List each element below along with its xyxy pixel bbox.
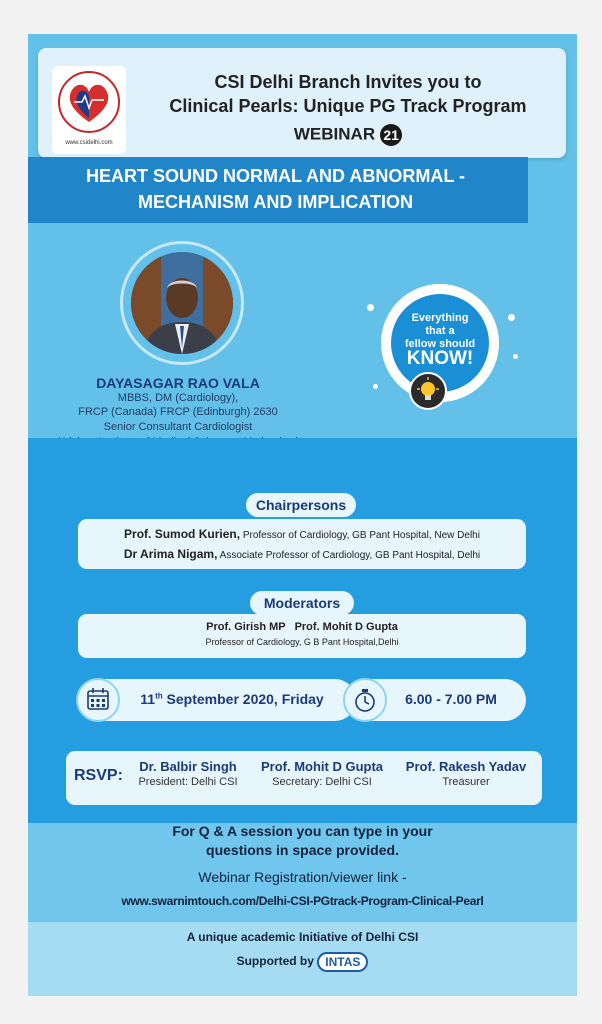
supported-by-text: Supported by <box>236 954 314 969</box>
stopwatch-icon <box>343 678 387 722</box>
program-line: Clinical Pearls: Unique PG Track Program <box>169 96 527 116</box>
initiative-text: A unique academic Initiative of Delhi CSI <box>186 930 419 944</box>
rsvp-person-1 <box>128 759 248 788</box>
registration-label: Webinar Registration/viewer link - <box>198 869 407 885</box>
rsvp-person-2-role: Secretary: Delhi CSI <box>272 776 372 788</box>
speaker-name: DAYASAGAR RAO VALA <box>96 375 260 391</box>
lightbulb-icon <box>409 372 447 410</box>
rsvp-card <box>66 751 542 805</box>
moderators-heading: Moderators <box>250 591 354 615</box>
csi-logo <box>52 66 126 154</box>
badge-line1: Everything <box>411 312 469 324</box>
moderator-detail: Professor of Cardiology, G B Pant Hospital,Delhi <box>205 637 399 647</box>
speaker-photo-frame <box>120 241 244 365</box>
webinar-label <box>130 124 566 146</box>
event-day-suffix: th <box>155 691 163 701</box>
event-day: 11 <box>140 691 156 707</box>
speaker-role: Senior Consultant Cardiologist <box>103 421 253 433</box>
rsvp-person-1-name: Dr. Balbir Singh <box>139 759 237 774</box>
rsvp-person-1-role: President: Delhi CSI <box>138 776 238 788</box>
chairperson-2-detail: Associate Professor of Cardiology, GB Pant Hospital, Delhi <box>219 550 481 561</box>
topic-title-band <box>28 157 528 223</box>
csi-heart-logo-icon <box>52 66 126 140</box>
speaker-qualification-1: MBBS, DM (Cardiology), <box>117 392 239 404</box>
chairperson-2-name: Dr Arima Nigam, <box>123 547 218 561</box>
chairperson-1-detail: Professor of Cardiology, GB Pant Hospital, New Delhi <box>242 530 480 541</box>
calendar-icon <box>76 678 120 722</box>
chairperson-1 <box>78 527 526 541</box>
badge-circle <box>381 284 499 402</box>
qa-line-2: questions in space provided. <box>206 842 399 858</box>
registration-link[interactable]: www.swarnimtouch.com/Delhi-CSI-PGtrack-Program-Clinical-Pearl <box>121 894 484 908</box>
decor-dot <box>373 384 378 389</box>
speaker-photo <box>131 252 233 354</box>
decor-dot <box>513 354 518 359</box>
intas-logo: INTAS <box>317 952 368 972</box>
rsvp-label: RSVP: <box>74 767 123 784</box>
webinar-poster <box>28 34 577 996</box>
rsvp-person-3-name: Prof. Rakesh Yadav <box>405 759 527 774</box>
know-badge <box>363 274 523 414</box>
badge-line4: KNOW! <box>406 348 474 369</box>
decor-dot <box>367 304 374 311</box>
rsvp-person-3-role: Treasurer <box>442 776 490 788</box>
decor-dot <box>508 314 515 321</box>
rsvp-person-2 <box>252 759 392 788</box>
qa-line-1: For Q & A session you can type in your <box>172 823 433 839</box>
chairperson-2 <box>78 547 526 561</box>
rsvp-person-2-name: Prof. Mohit D Gupta <box>260 759 384 774</box>
details-section <box>28 438 577 823</box>
invite-line: CSI Delhi Branch Invites you to <box>214 72 482 92</box>
moderator-names: Prof. Girish MP Prof. Mohit D Gupta <box>206 621 398 633</box>
topic-title-line2: MECHANISM AND IMPLICATION <box>138 192 413 212</box>
header-card <box>38 48 566 158</box>
topic-title-line1: HEART SOUND NORMAL AND ABNORMAL - <box>86 166 465 186</box>
moderators-card <box>78 614 526 658</box>
chairpersons-card <box>78 519 526 569</box>
webinar-number: 21 <box>380 124 402 146</box>
badge-line2: that a <box>425 325 455 337</box>
chairpersons-heading: Chairpersons <box>246 493 356 517</box>
event-date <box>108 691 356 707</box>
logo-url: www.csidelhi.com <box>65 140 113 146</box>
badge-line3: fellow should <box>404 338 476 350</box>
event-date-rest: September 2020, Friday <box>162 691 324 707</box>
speaker-portrait-icon <box>131 252 233 354</box>
speaker-qualification-2: FRCP (Canada) FRCP (Edinburgh) 2630 <box>78 406 278 418</box>
webinar-text: WEBINAR <box>293 124 376 144</box>
supported-by-line <box>28 952 577 972</box>
chairperson-1-name: Prof. Sumod Kurien, <box>124 527 241 541</box>
support-band <box>28 922 577 996</box>
event-time: 6.00 - 7.00 PM <box>405 691 497 707</box>
rsvp-person-3 <box>396 759 536 788</box>
